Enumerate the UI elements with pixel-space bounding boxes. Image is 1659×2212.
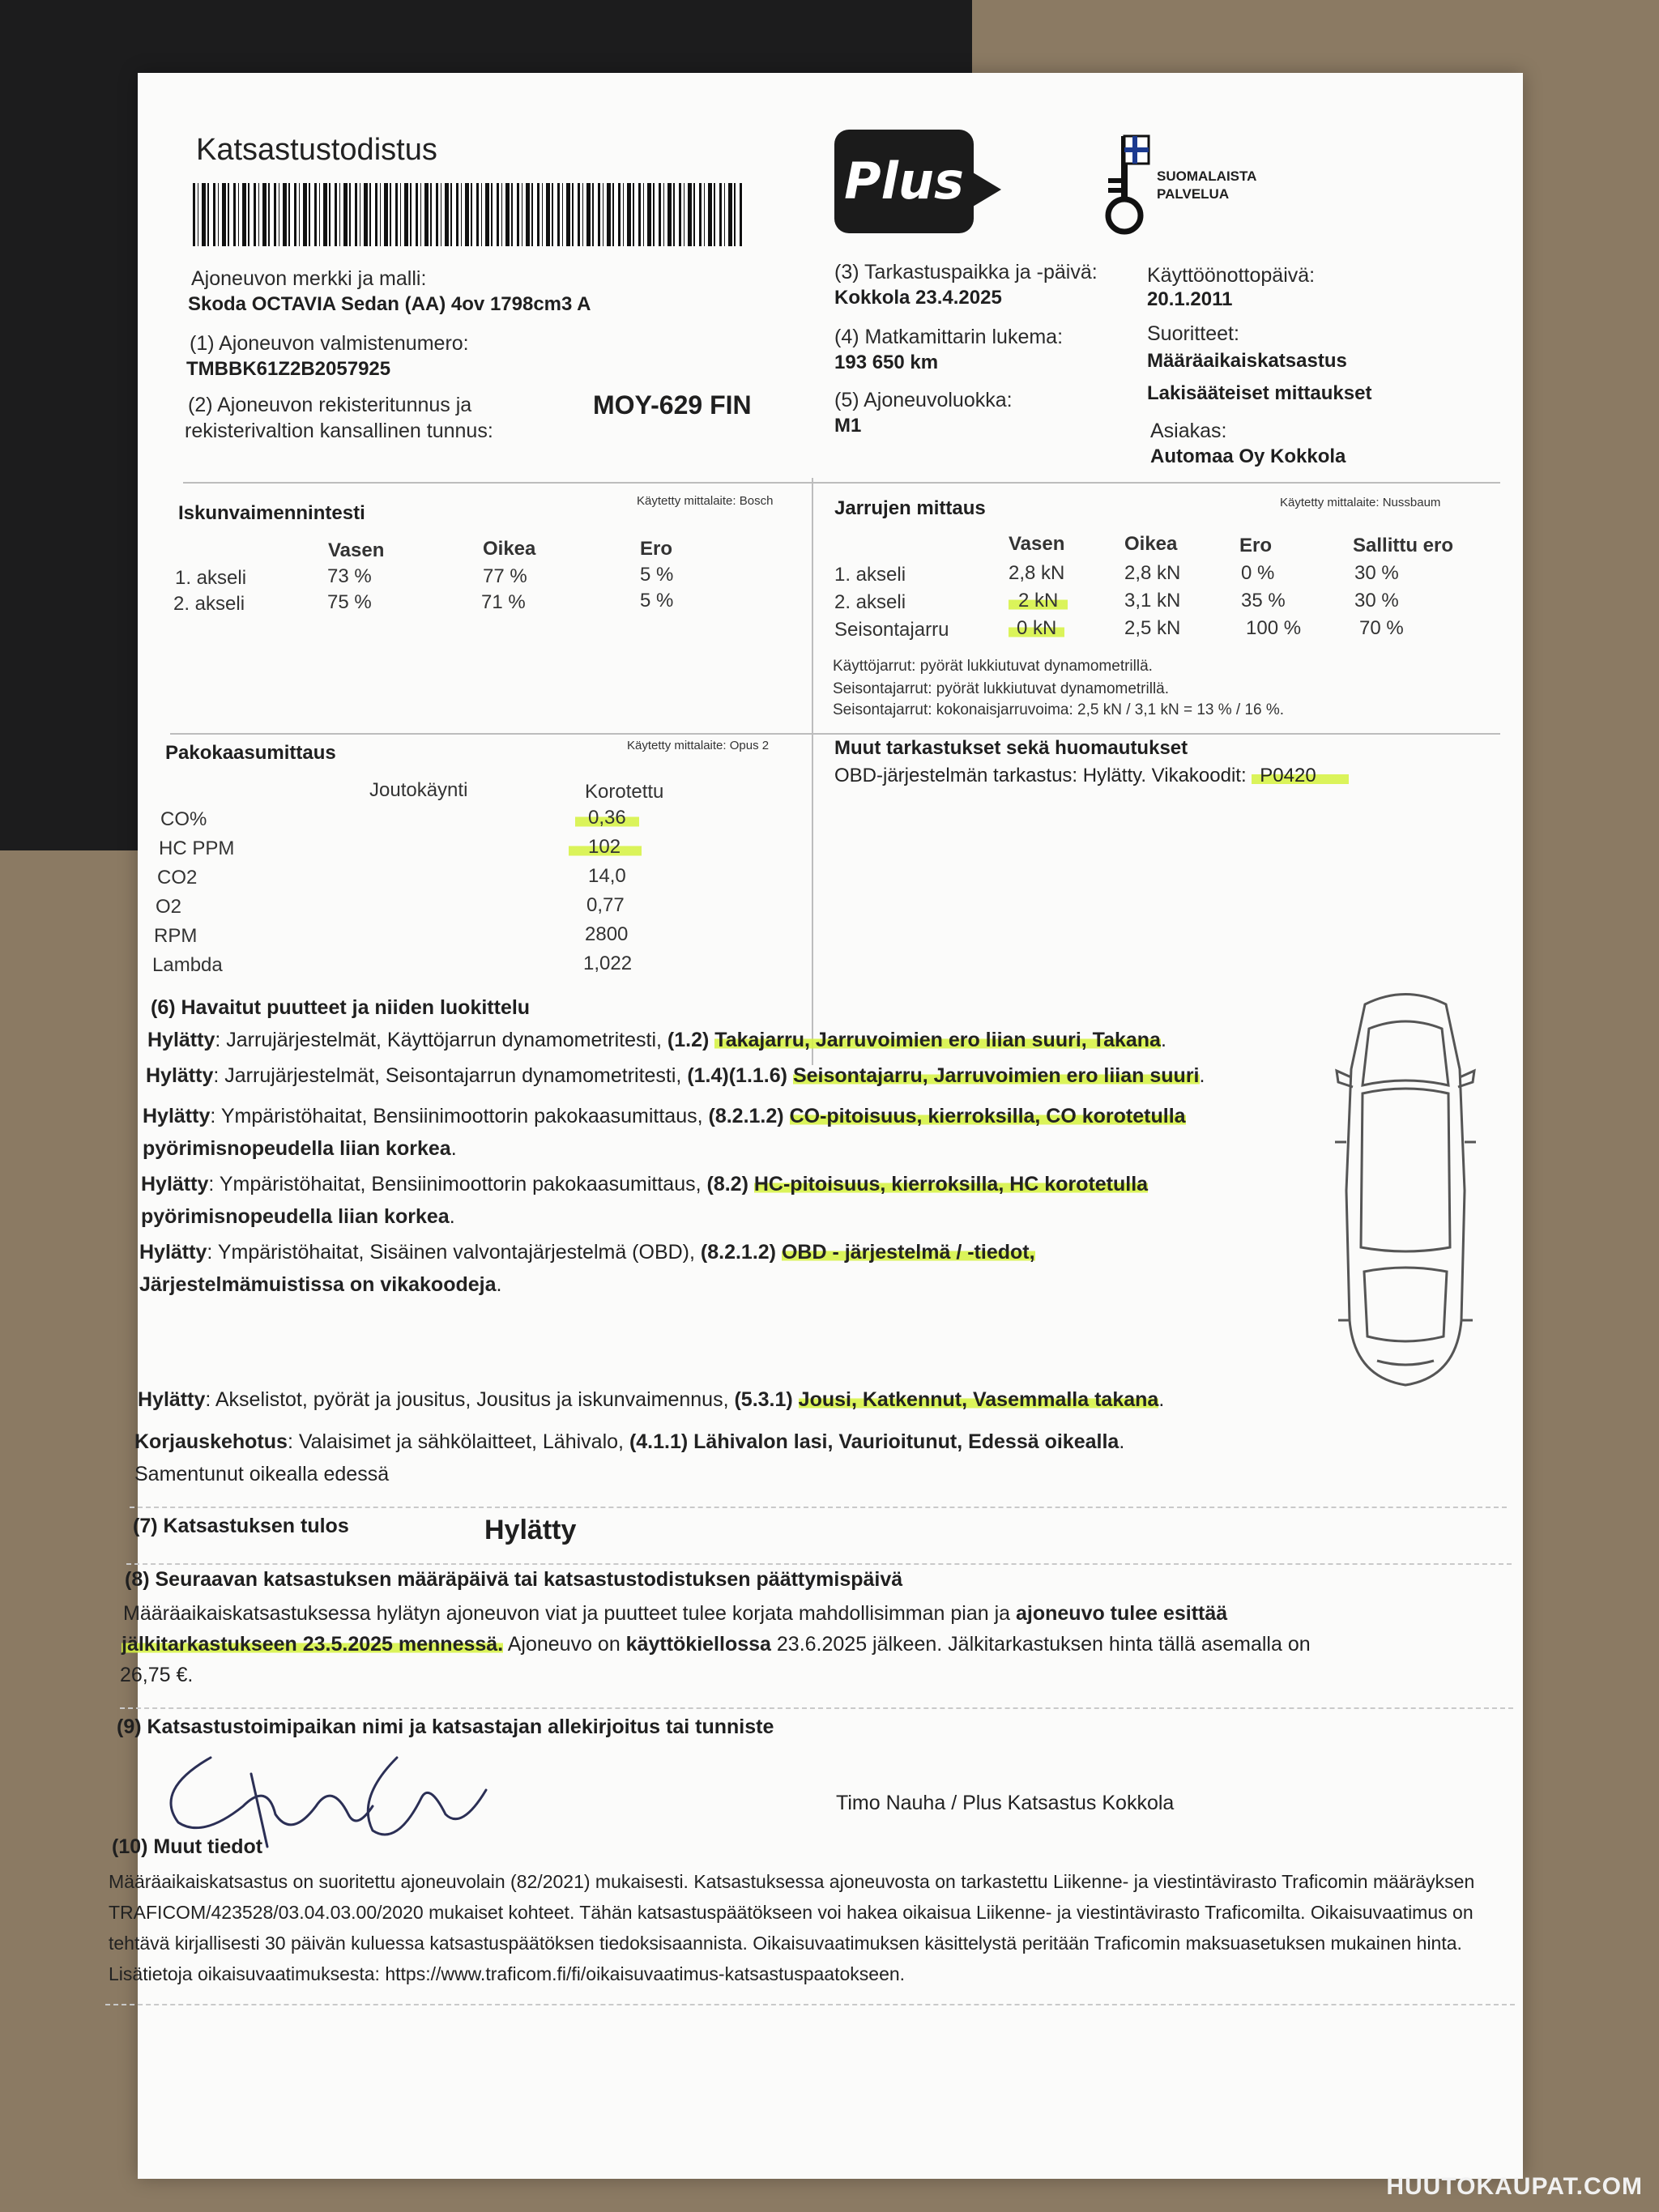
class-value: M1 [834,415,862,437]
defect-status: Hylätty [139,1241,207,1264]
exhaust-row-label: Lambda [152,954,223,976]
defect-text: : Akselistot, pyörät ja jousitus, Jousitus ja iskunvaimennus, [205,1388,735,1411]
defect-desc: OBD - järjestelmä / -tiedot, [781,1241,1035,1264]
defect-text: : Ympäristöhaitat, Bensiinimoottorin pakokaasumittaus, [208,1173,707,1196]
brakes-header: Sallittu ero [1353,535,1454,556]
brakes-row-label: 1. akseli [834,564,906,586]
shock-header-right: Oikea [483,538,536,560]
inspection-certificate [109,73,1523,2179]
vin-value: TMBBK61Z2B2057925 [186,358,391,380]
defect-item [139,1236,1035,1301]
defect-text: : Jarrujärjestelmät, Seisontajarrun dynamometritesti, [213,1064,688,1087]
defect-status: Hylätty [141,1173,209,1196]
brakes-device: Käytetty mittalaite: Nussbaum [1280,496,1441,509]
result-label: (7) Katsastuksen tulos [133,1515,349,1537]
exhaust-value: 2800 [585,923,629,945]
shock-cell: 71 % [481,591,526,613]
defect-text: : Jarrujärjestelmät, Käyttöjarrun dynamometritesti, [215,1029,667,1051]
make-value: Skoda OCTAVIA Sedan (AA) 4ov 1798cm3 A [188,293,591,315]
shock-header-diff: Ero [640,538,673,560]
other-title: Muut tarkastukset sekä huomautukset [834,737,1188,759]
document-title: Katsastustodistus [196,133,437,167]
defect-item [146,1064,1205,1088]
customer-label: Asiakas: [1150,420,1227,442]
brakes-cell: 70 % [1359,617,1404,639]
reg-value: MOY-629 FIN [593,390,752,420]
misc-title: (10) Muut tiedot [112,1835,263,1858]
defect-desc: Jousi, Katkennut, Vasemmalla takana [798,1388,1159,1411]
shock-cell: 5 % [640,564,674,586]
brakes-note: Seisontajarrut: pyörät lukkiutuvat dynamometrillä. [833,680,1170,697]
brakes-cell: 0 % [1241,562,1275,584]
odometer-value: 193 650 km [834,352,939,373]
divider-top [183,482,1500,484]
defect-end: . [1119,1430,1125,1453]
first-use-value: 20.1.2011 [1147,288,1233,310]
misc-text: Määräaikaiskatsastus on suoritettu ajoneuvolain (82/2021) mukaisesti. Katsastuksessa ajoneuvosta on tarkastettu Liikenne- ja viestintävirasto Traficomin määräyksen TRAFICOM/423528/03.04.03.00/2020 mukaiset kohteet. Tähän katsastuspäätökseen voi hakea oikaisua Liikenne- ja viestintävirasto Traficomilta. Oikaisuvaatimus on tehtävä kirjallisesti 30 päivän kuluessa katsastuspäätöksen tiedoksisaannista. Oikaisuvaatimuksen käsittelystä peritään Traficomin maksuasetuksen mukainen hinta. Lisätietoja oikaisuvaatimuksesta: https://www.traficom.fi/fi/oikaisuvaatimus-katsastuspaatokseen. [109,1871,1475,1984]
brakes-cell: 3,1 kN [1124,590,1181,612]
defect-status: Hylätty [138,1388,206,1411]
barcode [193,183,744,246]
brakes-cell: 30 % [1354,562,1399,584]
place-label: (3) Tarkastuspaikka ja -päivä: [834,261,1098,283]
defect-item [134,1426,1124,1490]
obd-text: OBD-järjestelmän tarkastus: Hylätty. Vikakoodit: [834,765,1252,786]
next-line-1 [123,1602,1227,1626]
exhaust-device: Käytetty mittalaite: Opus 2 [627,739,770,752]
exhaust-row-label: O2 [156,896,182,918]
customer-value: Automaa Oy Kokkola [1150,445,1346,467]
defect-end: . [1158,1388,1165,1411]
defect-desc: HC-pitoisuus, kierroksilla, HC korotetulla [753,1173,1149,1196]
defect-end: . [1160,1029,1166,1051]
exhaust-row-label: CO2 [157,867,198,889]
brakes-header: Oikea [1124,533,1178,555]
brakes-cell: 2,8 kN [1124,562,1181,584]
brakes-cell-highlighted: 2 kN [1009,590,1068,612]
defect-desc: Lähivalon lasi, Vaurioitunut, Edessä oikealla [693,1430,1120,1453]
watermark: HUUTOKAUPAT.COM [1386,2173,1643,2200]
plus-logo: Plus [834,130,974,233]
suomalaista-palvelua-key-icon [1102,128,1150,237]
performed-2: Lakisääteiset mittaukset [1147,382,1372,404]
dash-divider [120,1707,1513,1709]
defect-item [138,1388,1164,1412]
shock-cell: 73 % [327,565,372,587]
obd-note [834,765,1349,787]
defect-code: (1.2) [667,1029,715,1051]
shock-row-label: 2. akseli [173,593,245,615]
signature-title: (9) Katsastustoimipaikan nimi ja katsastajan allekirjoitus tai tunniste [117,1715,774,1738]
brakes-cell: 35 % [1241,590,1286,612]
defect-code: (1.4)(1.1.6) [687,1064,793,1087]
inspector-name: Timo Nauha / Plus Katsastus Kokkola [836,1792,1175,1814]
defect-extra: Samentunut oikealla edessä [134,1463,390,1485]
defect-code: (8.2) [706,1173,754,1196]
defect-text: : Ympäristöhaitat, Sisäinen valvontajärjestelmä (OBD), [207,1241,701,1264]
exhaust-col-idle: Joutokäynti [369,779,468,801]
exhaust-row-label: RPM [154,925,198,947]
brakes-header: Vasen [1009,533,1065,555]
exhaust-row-label: CO% [160,808,207,830]
exhaust-title: Pakokaasumittaus [165,742,336,764]
defect-desc-line2: Järjestelmämuistissa on vikakoodeja [139,1273,497,1296]
brakes-row-label: 2. akseli [834,591,906,613]
defect-desc: Takajarru, Jarruvoimien ero liian suuri, Takana [714,1029,1161,1051]
make-label: Ajoneuvon merkki ja malli: [191,267,427,290]
next-text: 23.6.2025 jälkeen. Jälkitarkastuksen hinta tällä asemalla on [770,1633,1311,1656]
defect-code: (8.2.1.2) [708,1105,790,1127]
brakes-note: Seisontajarrut: kokonaisjarruvoima: 2,5 kN / 3,1 kN = 13 % / 16 %. [833,701,1285,718]
brakes-row-label: Seisontajarru [834,619,949,641]
vin-label: (1) Ajoneuvon valmistenumero: [190,332,469,355]
defect-end: . [450,1137,457,1160]
next-line-2 [122,1633,1311,1656]
defect-desc: CO-pitoisuus, kierroksilla, CO korotetulla [789,1105,1186,1127]
exhaust-col-raised: Korotettu [585,781,664,803]
next-deadline: jälkitarkastukseen 23.5.2025 mennessä. [122,1633,504,1656]
shock-cell: 5 % [640,590,674,612]
next-bold: käyttökiellossa [625,1633,771,1656]
brakes-cell: 2,8 kN [1009,562,1065,584]
defect-code: (4.1.1) [629,1430,694,1453]
first-use-label: Käyttöönottopäivä: [1147,264,1316,287]
shock-cell: 77 % [483,565,527,587]
shock-title: Iskunvaimennintesti [178,502,365,524]
defect-end: . [1199,1064,1205,1087]
defect-item [143,1100,1186,1165]
defect-desc-line2: pyörimisnopeudella liian korkea [143,1137,451,1160]
exhaust-value: 1,022 [583,953,633,974]
reg-label-1: (2) Ajoneuvon rekisteritunnus ja [188,394,472,416]
shock-header-left: Vasen [328,539,385,561]
defect-text: : Ympäristöhaitat, Bensiinimoottorin pakokaasumittaus, [210,1105,709,1127]
defect-end: . [496,1273,502,1296]
next-text: Määräaikaiskatsastuksessa hylätyn ajoneuvon viat ja puutteet tulee korjata mahdollisimman pian ja [123,1602,1016,1625]
exhaust-value: 14,0 [588,865,626,887]
defects-title: (6) Havaitut puutteet ja niiden luokittelu [151,996,531,1019]
divider-center [812,478,813,1065]
odometer-label: (4) Matkamittarin lukema: [834,326,1064,348]
defect-desc: Seisontajarru, Jarruvoimien ero liian suuri [792,1064,1200,1087]
defect-status: Korjauskehotus [134,1430,288,1453]
defect-item [141,1168,1148,1233]
exhaust-value-highlighted: 102 [569,836,642,859]
defect-item [147,1029,1166,1052]
suomalaista-line-1: SUOMALAISTA [1157,168,1257,184]
defect-end: . [449,1205,455,1228]
defect-code: (8.2.1.2) [700,1241,782,1264]
plus-logo-tail [969,170,1001,209]
next-title: (8) Seuraavan katsastuksen määräpäivä tai katsastustodistuksen päättymispäivä [125,1568,903,1591]
defect-text: : Valaisimet ja sähkölaitteet, Lähivalo, [287,1430,629,1453]
class-label: (5) Ajoneuvoluokka: [834,389,1013,411]
divider-middle [170,733,1500,735]
shock-row-label: 1. akseli [175,567,247,589]
brakes-title: Jarrujen mittaus [834,497,986,519]
dash-divider [126,1563,1512,1565]
brakes-header: Ero [1239,535,1273,556]
defect-code: (5.3.1) [734,1388,799,1411]
brakes-cell: 30 % [1354,590,1399,612]
exhaust-row-label: HC PPM [159,837,235,859]
obd-code: P0420 [1252,765,1348,786]
defect-status: Hylätty [146,1064,214,1087]
performed-label: Suoritteet: [1147,322,1239,345]
shock-device: Käytetty mittalaite: Bosch [637,494,774,508]
car-diagram-icon [1320,980,1491,1401]
defect-desc-line2: pyörimisnopeudella liian korkea [141,1205,450,1228]
suomalaista-line-2: PALVELUA [1157,186,1230,202]
place-value: Kokkola 23.4.2025 [834,287,1002,309]
defect-status: Hylätty [143,1105,211,1127]
next-bold: ajoneuvo tulee esittää [1016,1602,1228,1625]
result-value: Hylätty [484,1515,577,1545]
defect-status: Hylätty [147,1029,215,1051]
performed-1: Määräaikaiskatsastus [1147,350,1347,372]
next-text: Ajoneuvo on [503,1633,626,1656]
dash-divider [105,2004,1515,2005]
next-line-3: 26,75 €. [120,1664,194,1686]
brakes-note: Käyttöjarrut: pyörät lukkiutuvat dynamometrillä. [833,658,1153,675]
exhaust-value: 0,77 [586,894,625,916]
reg-label-2: rekisterivaltion kansallinen tunnus: [185,420,493,442]
dash-divider [130,1507,1507,1508]
brakes-cell: 100 % [1246,617,1302,639]
brakes-cell: 2,5 kN [1124,617,1181,639]
exhaust-value-highlighted: 0,36 [575,807,639,829]
brakes-cell-highlighted: 0 kN [1009,617,1064,640]
shock-cell: 75 % [327,591,372,613]
